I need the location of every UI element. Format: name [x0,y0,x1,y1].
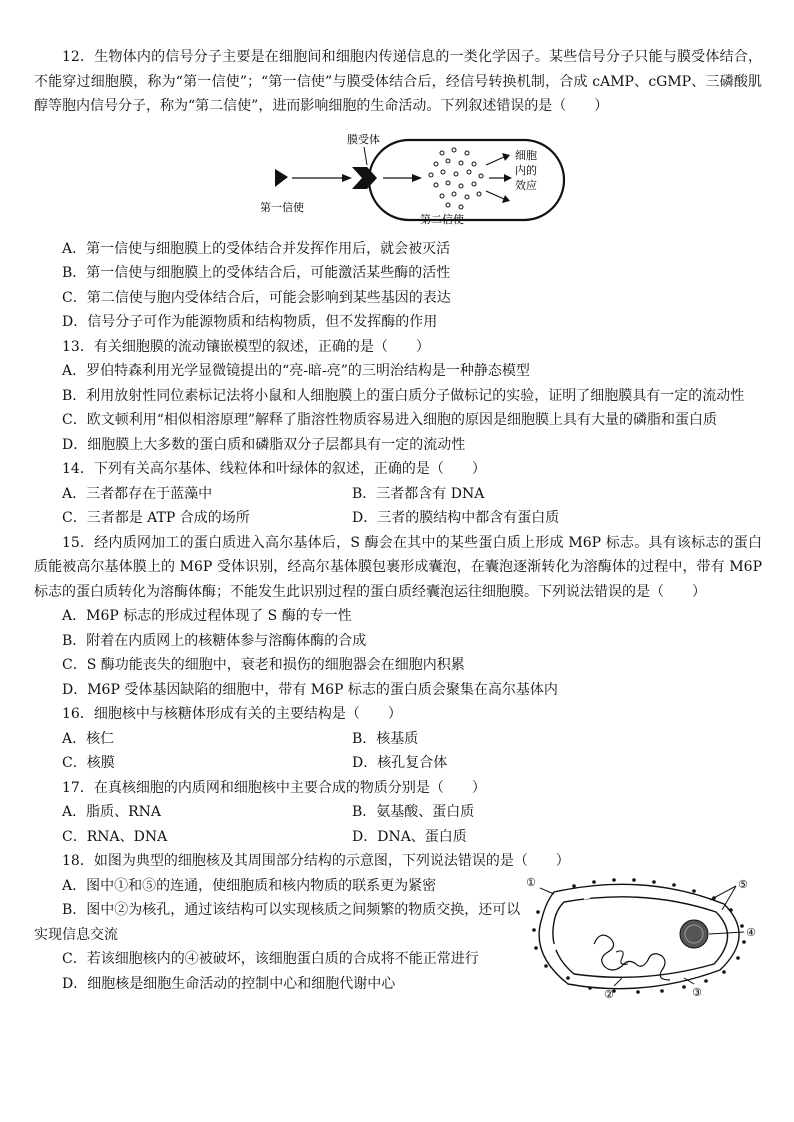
first-messenger-label: 第一信使 [260,200,304,214]
q16-option-d: D．核孔复合体 [352,755,448,771]
arrow-head-1 [342,174,352,182]
q17-option-c: C．RNA、DNA [62,828,168,845]
nuclear-pores [554,897,650,979]
q13-stem: 13．有关细胞膜的流动镶嵌模型的叙述，正确的是（ ） [62,338,430,355]
q17-option-d: D．DNA、蛋白质 [352,828,467,845]
q14-options-row-2 [34,506,762,531]
q15-option-c: C．S 酶功能丧失的细胞中，衰老和损伤的细胞器会在细胞内积累 [62,657,465,673]
q12-option-a: A．第一信使与细胞膜上的受体结合并发挥作用后，就会被灭活 [62,240,451,257]
q16-options-row-1 [34,727,762,752]
q18-option-b: B．图中②为核孔，通过该结构可以实现核质之间频繁的物质交换，还可以实现信息交流 [34,902,521,943]
q14-option-d: D．三者的膜结构中都含有蛋白质 [352,510,560,526]
second-messenger-label: 第二信使 [420,212,464,226]
q12-option-c: C．第二信使与胞内受体结合后，可能会影响到某些基因的表达 [62,289,451,306]
q15-option-a: A．M6P 标志的形成过程体现了 S 酶的专一性 [62,608,352,624]
q16-option-c: C．核膜 [62,755,115,771]
membrane-receptor-shape [352,167,377,189]
q17-option-b: B．氨基酸、蛋白质 [352,804,475,820]
first-messenger-shape [275,169,288,187]
q18-option-a: A．图中①和⑤的连通，使细胞质和核内物质的联系更为紧密 [62,877,437,894]
q17-stem: 17．在真核细胞的内质网和细胞核中主要合成的物质分别是（ ） [62,779,486,796]
q15-option-d: D．M6P 受体基因缺陷的细胞中，带有 M6P 标志的蛋白质会聚集在高尔基体内 [62,681,558,698]
effect-label-2: 内的 [515,163,537,177]
q12-option-b: B．第一信使与细胞膜上的受体结合后，可能激活某些酶的活性 [62,265,451,281]
effect-label-3: 效应 [515,178,537,192]
q14-option-a: A．三者都存在于蓝藻中 [62,485,213,502]
nucleus-diagram [524,874,760,999]
q18-stem: 18．如图为典型的细胞核及其周围部分结构的示意图，下列说法错误的是（ ） [62,853,570,869]
q14-option-b: B．三者都含有 DNA [352,485,485,502]
er-membrane [539,884,739,988]
receptor-leader [364,147,367,165]
membrane-receptor-label: 膜受体 [347,132,380,146]
q18-option-d: D．细胞核是细胞生命活动的控制中心和细胞代谢中心 [62,975,396,992]
label-3: ③ [692,985,702,999]
q14-options-row-1 [34,482,762,507]
q12-stem: 12．生物体内的信号分子主要是在细胞间和细胞内传递信息的一类化学因子。某些信号分子只能与膜受体结合，不能穿过细胞膜，称为“第一信使”；“第一信使”与膜受体结合后，经信号转换机制，合成 cAMP、cGMP、三磷酸肌醇等胞内信号分子，称为“第二信使”，进而影响细胞的生命活动。下列叙述错误的是（ ） [34,49,762,114]
chromatin [594,935,670,980]
q16-option-b: B．核基质 [352,730,419,747]
q12-option-d: D．信号分子可作为能源物质和结构物质，但不发挥酶的作用 [62,314,438,330]
q15-option-b: B．附着在内质网上的核糖体参与溶酶体酶的合成 [62,632,367,649]
q14-option-c: C．三者都是 ATP 合成的场所 [62,510,250,526]
label-2: ② [604,987,614,999]
q17-option-a: A．脂质、RNA [62,804,162,820]
q14-stem: 14．下列有关高尔基体、线粒体和叶绿体的叙述，正确的是（ ） [62,461,486,477]
q17-options-row-2 [34,825,762,850]
effect-arrows [486,157,505,199]
second-messenger-dots [429,148,483,209]
nucleolus [680,920,708,948]
q13-option-c: C．欧文顿利用“相似相溶原理”解释了脂溶性物质容易进入细胞的原因是细胞膜上具有大量的磷脂和蛋白质 [62,412,718,428]
q16-options-row-2 [34,751,762,776]
q18-body [34,874,762,997]
q17-options-row-1 [34,800,762,825]
q13-option-a: A．罗伯特森利用光学显微镜提出的“亮-暗-亮”的三明治结构是一种静态模型 [62,363,530,379]
q16-stem: 16．细胞核中与核糖体形成有关的主要结构是（ ） [62,706,402,722]
label-5: ⑤ [738,877,748,891]
q16-option-a: A．核仁 [62,730,115,747]
question-list [34,45,762,999]
q13-option-b: B．利用放射性同位素标记法将小鼠和人细胞膜上的蛋白质分子做标记的实验，证明了细胞膜具有一定的流动性 [62,387,745,404]
label-4: ④ [746,925,756,939]
effect-label-1: 细胞 [515,148,537,162]
q15-stem: 15．经内质网加工的蛋白质进入高尔基体后，S 酶会在其中的某些蛋白质上形成 M6P 标志。具有该标志的蛋白质能被高尔基体膜上的 M6P 受体识别，经高尔基体膜包裹形成囊泡，在囊泡逐渐转化为溶酶体的过程中，带有 M6P 标志的蛋白质转化为溶酶体酶；不能发生此识别过程的蛋白质经囊泡运往细胞膜。下列说法错误的是（ ） [34,534,762,600]
signal-diagram [34,119,762,237]
arrow-head-2 [412,174,422,182]
label-1: ① [526,875,536,889]
q12-figure [34,119,762,237]
q13-option-d: D．细胞膜上大多数的蛋白质和磷脂双分子层都具有一定的流动性 [62,436,466,453]
q18-option-c: C．若该细胞核内的④被破坏，该细胞蛋白质的合成将不能正常进行 [62,951,479,967]
